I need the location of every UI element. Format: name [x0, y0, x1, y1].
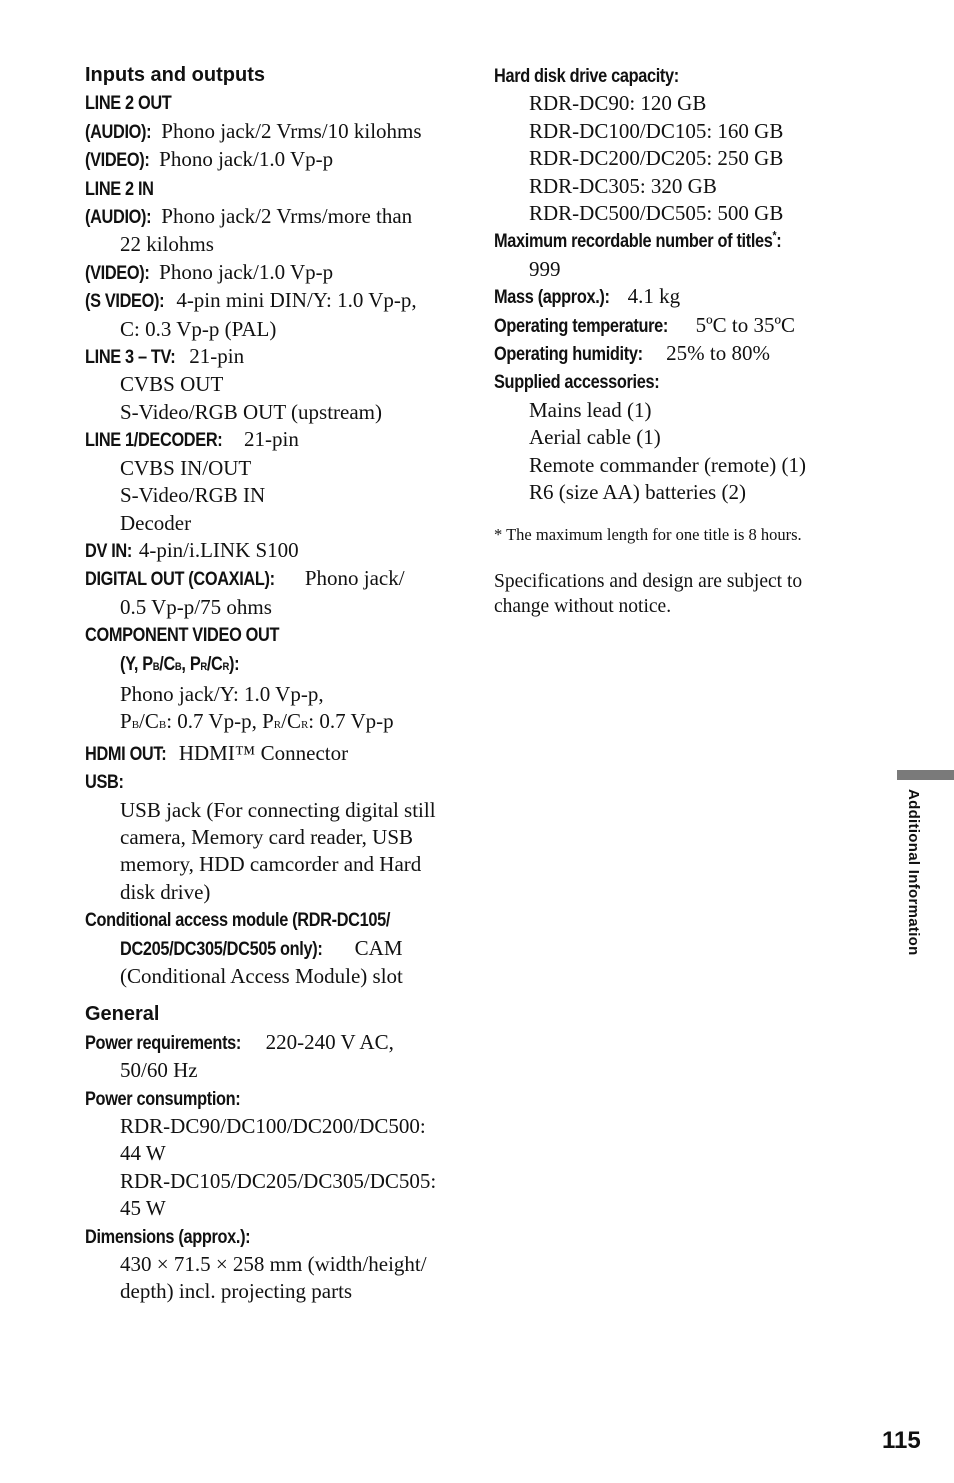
power-req-label: Power requirements:: [85, 1032, 242, 1054]
left-column: Inputs and outputs LINE 2 OUT (AUDIO): Phono jack/2 Vrms/10 kilohms (VIDEO): Phono jack/1.0 Vp-p LINE 2 IN (AUDIO): Phono jack/2 Vrms/more than 22 kilohms (VIDEO): Phono jack/1.0 Vp-p (S VIDEO): 4-pin mini DIN/Y: 1.0 Vp-p, C: 0.3 Vp-p (PAL) LINE 3 – TV: 21-pin CVBS OUT S-Video/RGB OUT (upstream) LINE 1/DECODER: 21-pin CVBS IN/OUT S-Video/RGB IN Decoder DV IN: 4-pin/i.LINK S100 DIGITAL OUT (COAXIAL): Phono jack/ 0.5 Vp-p/75 ohms COMPONENT VIDEO OUT (Y, PB/CB, PR/CR): Phono jack/Y: 1.0 Vp-p, PB/CB: 0.7 Vp-p, PR/CR: 0.7 Vp-p HDMI OUT: HDMI™ Connector USB: USB jack (For connecting digital still camera, Memory card reader, USB memory, HDD camcorder and Hard disk drive) Conditional access module (RDR-DC105/ DC205/DC305/DC505 only): CAM (Conditional Access Module) slot General Power requirements: 220-240 V AC, 50/60 Hz Power consumption: RDR-DC90/DC100/DC200/DC500: 44 W RDR-DC105/DC205/DC305/DC505: 45 W Dimensions (approx.): 430 × 71.5 × 258 mm (width/height/ depth) incl. projecting parts: [85, 62, 465, 1306]
line3-label: LINE 3 – TV:: [85, 347, 176, 369]
footnote: * The maximum length for one title is 8 hours.: [494, 524, 802, 544]
humidity-label: Operating humidity:: [494, 344, 643, 366]
component-video-label: COMPONENT VIDEO OUT: [85, 625, 280, 647]
hdd-label: Hard disk drive capacity:: [494, 66, 679, 87]
spec-notice: Specifications and design are subject to change without notice.: [494, 570, 803, 617]
section-side-label: Additional Information: [905, 789, 922, 956]
digital-out-label: DIGITAL OUT (COAXIAL):: [85, 569, 275, 591]
dvin-label: DV IN:: [85, 540, 132, 562]
cam-label: Conditional access module (RDR-DC105/: [85, 910, 391, 932]
power-cons-label: Power consumption:: [85, 1088, 241, 1110]
max-titles-label: Maximum recordable number of titles*:: [494, 229, 782, 253]
general-heading: General: [85, 1003, 160, 1026]
mass-label: Mass (approx.):: [494, 287, 610, 309]
line2out-label: LINE 2 OUT: [85, 93, 172, 115]
hdmi-label: HDMI OUT:: [85, 743, 167, 765]
usb-label: USB:: [85, 772, 124, 794]
inputs-outputs-heading: Inputs and outputs: [85, 64, 265, 86]
line2in-label: LINE 2 IN: [85, 178, 154, 200]
section-tab-bar: [897, 770, 954, 780]
accessories-label: Supplied accessories:: [494, 372, 660, 394]
dimensions-label: Dimensions (approx.):: [85, 1226, 251, 1248]
temp-label: Operating temperature:: [494, 315, 669, 337]
page-number: 115: [882, 1427, 921, 1454]
line1-label: LINE 1/DECODER:: [85, 430, 223, 452]
right-column: Hard disk drive capacity: RDR-DC90: 120 GB RDR-DC100/DC105: 160 GB RDR-DC200/DC205: 250 GB RDR-DC305: 320 GB RDR-DC500/DC505: 500 GB Maximum recordable number of titles*: 999 Mass (approx.): 4.1 kg Operating temperature: 5ºC to 35ºC Operating humidity: 25% to 80% Supplied accessories: Mains lead (1) Aerial cable (1) Remote commander (remote) (1) R6 (size AA) batteries (2) * The maximum length for one title is 8 hours. Specifications and design are subject to change without notice.: [494, 62, 864, 619]
